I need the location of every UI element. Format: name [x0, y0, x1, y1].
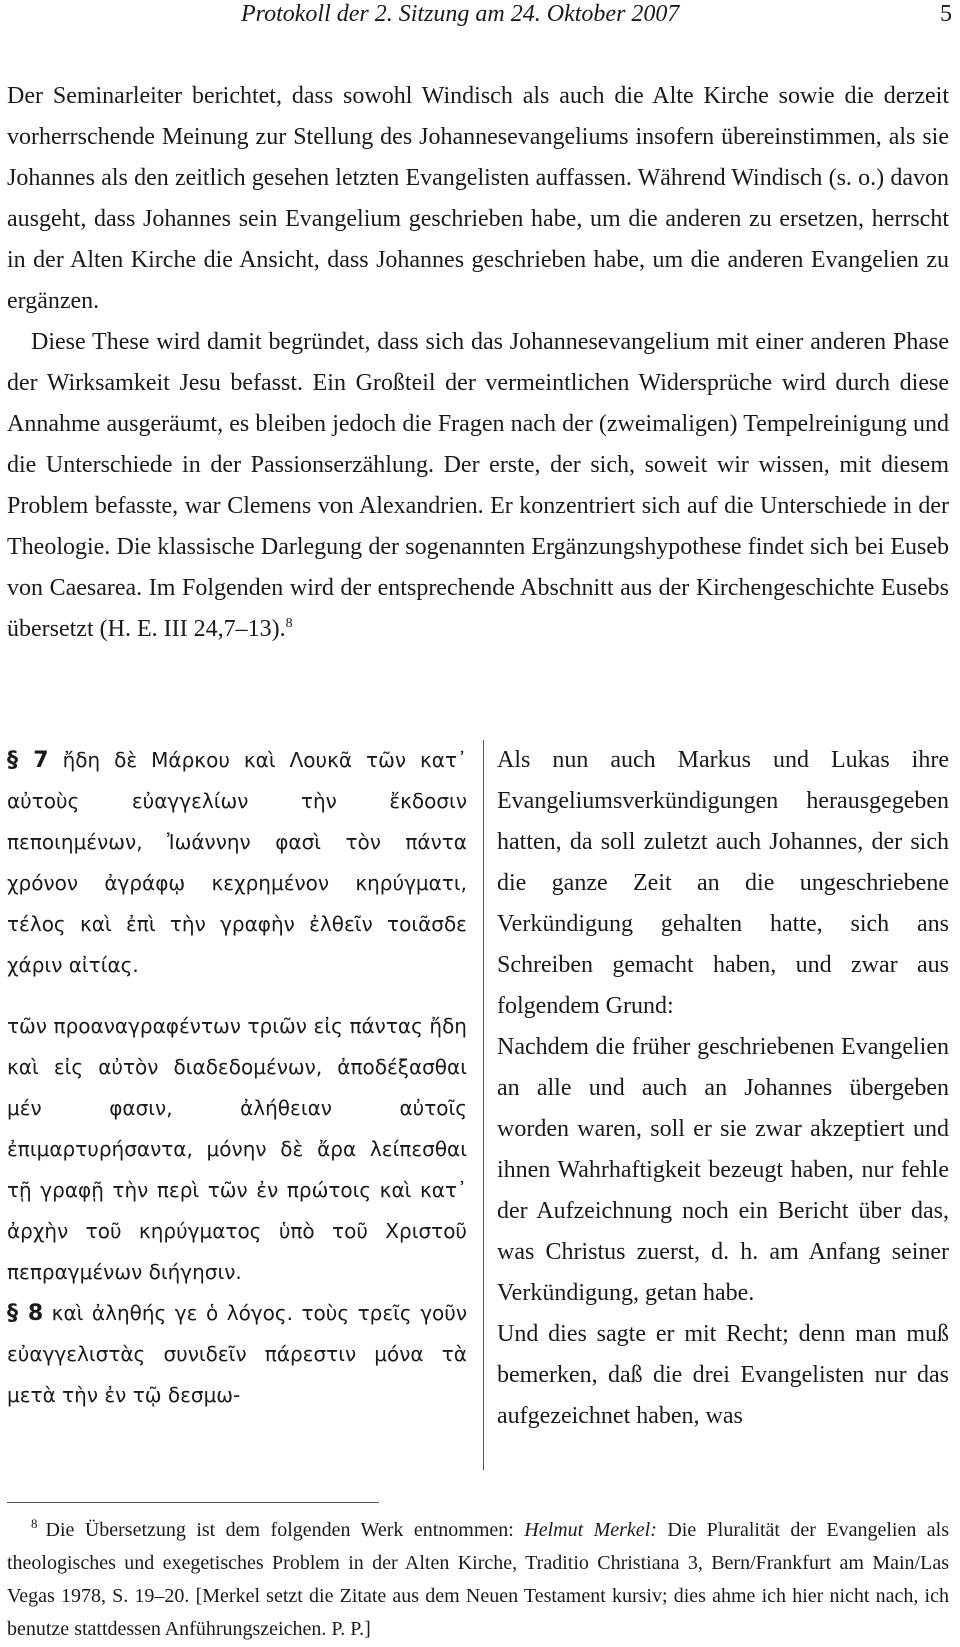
german-paragraph-1: Als nun auch Markus und Lukas ihre Evangeliumsverkündigungen herausgegeben hatten, da soll zuletzt auch Johannes, der sich die ganze Zeit an die ungeschriebene Verkündigung gehalten hatte, sich ans Schreiben gemacht haben, und zwar aus folgendem Grund:: [497, 747, 949, 1019]
german-paragraph-2: Nachdem die früher geschriebenen Evangelien an alle und auch an Johannes übergeben worden waren, soll er sie zwar akzeptiert und ihnen Wahrhaftigkeit bezeugt haben, nur fehle der Aufzeichnung noch ein Bericht über das, was Christus zuerst, d. h. am Anfang seiner Verkündigung, getan habe.: [497, 1034, 949, 1306]
page-number: 5: [940, 1, 952, 27]
greek-section-8: [7, 1293, 467, 1416]
paragraph-2: [7, 322, 949, 650]
german-paragraph-3: Und dies sagte er mit Recht; denn man muß bemerken, daß die drei Evangelisten nur das aufgezeichnet haben, was: [497, 1321, 949, 1429]
german-column: [497, 740, 949, 1437]
greek-section-7: [7, 740, 467, 986]
column-divider: [483, 740, 484, 1470]
section-mark-7: § 7: [7, 748, 49, 773]
parallel-text: [7, 740, 949, 1480]
footnote-lead: Die Übersetzung ist dem folgenden Werk entnommen:: [45, 1519, 514, 1541]
greek-section-7-continued: τῶν προαναγραφέντων τριῶν εἰς πάντας ἤδη καὶ εἰς αὐτὸν διαδεδομένων, ἀποδέξασθαι μέν φασιν, ἀλήθειαν αὐτοῖς ἐπιμαρτυρήσαντα, μόνην δὲ ἄρα λείπεσθαι τῇ γραφῇ τὴν περὶ τῶν ἐν πρώτοις καὶ κατ᾽ ἀρχὴν τοῦ κηρύγματος ὑπὸ τοῦ Χριστοῦ πεπραγμένων διήγησιν.: [7, 1014, 467, 1284]
footnote-rule: [7, 1502, 379, 1503]
footnote: [7, 1514, 949, 1646]
greek-section-8-text: καὶ ἀληθής γε ὁ λόγος. τοὺς τρεῖς γοῦν εὐαγγελιστὰς συνιδεῖν πάρεστιν μόνα τὰ μετὰ τὴν ἐν τῷ δεσμω-: [7, 1301, 468, 1407]
footnote-number: 8: [31, 1516, 38, 1532]
paragraph-2-text: Diese These wird damit begründet, dass sich das Johannesevangelium mit einer anderen Phase der Wirksamkeit Jesu befasst. Ein Großteil der vermeintlichen Widersprüche wird durch diese Annahme ausgeräumt, es bleiben jedoch die Fragen nach der (zweimaligen) Tempelreinigung und die Unterschiede in der Passionserzählung. Der erste, der sich, soweit wir wissen, mit diesem Problem befasste, war Clemens von Alexandrien. Er konzentriert sich auf die Unterschiede in der Theologie. Die klassische Darlegung der sogenannten Ergänzungshypothese findet sich bei Euseb von Caesarea. Im Folgenden wird der entsprechende Abschnitt aus der Kirchengeschichte Eusebs übersetzt (H. E. III 24,7–13).: [7, 329, 949, 642]
running-title: Protokoll der 2. Sitzung am 24. Oktober 2007: [241, 1, 680, 27]
footnote-text: Die Pluralität der Evangelien als theologisches und exegetisches Problem in der Alten Kirche, Traditio Christiana 3, Bern/Frankfurt am Main/Las Vegas 1978, S. 19–20. [Merkel setzt die Zitate aus dem Neuen Testament kursiv; dies ahme ich hier nicht nach, ich benutze stattdessen Anführungszeichen. P. P.]: [7, 1519, 950, 1640]
footnote-author: Helmut Merkel:: [524, 1519, 657, 1541]
main-text: [7, 76, 949, 650]
footnote-reference: 8: [285, 616, 293, 631]
section-mark-8: § 8: [7, 1301, 44, 1326]
paragraph-1: Der Seminarleiter berichtet, dass sowohl Windisch als auch die Alte Kirche sowie die derzeit vorherrschende Meinung zur Stellung des Johannesevangeliums insofern übereinstimmen, als sie Johannes als den zeitlich gesehen letzten Evangelisten auffassen. Während Windisch (s. o.) davon ausgeht, dass Johannes sein Evangelium geschrieben habe, um die anderen zu ersetzen, herrscht in der Alten Kirche die Ansicht, dass Johannes geschrieben habe, um die anderen Evangelien zu ergänzen.: [7, 83, 949, 314]
greek-section-7-text: ἤδη δὲ Μάρκου καὶ Λουκᾶ τῶν κατ᾽ αὐτοὺς εὐαγγελίων τὴν ἔκδοσιν πεποιημένων, Ἰωάννην φασὶ τὸν πάντα χρόνον ἀγράφῳ κεχρημένον κηρύγματι, τέλος καὶ ἐπὶ τὴν γραφὴν ἐλθεῖν τοιᾶσδε χάριν αἰτίας.: [7, 748, 467, 977]
page-header: [0, 0, 960, 32]
greek-column: [7, 740, 467, 1416]
